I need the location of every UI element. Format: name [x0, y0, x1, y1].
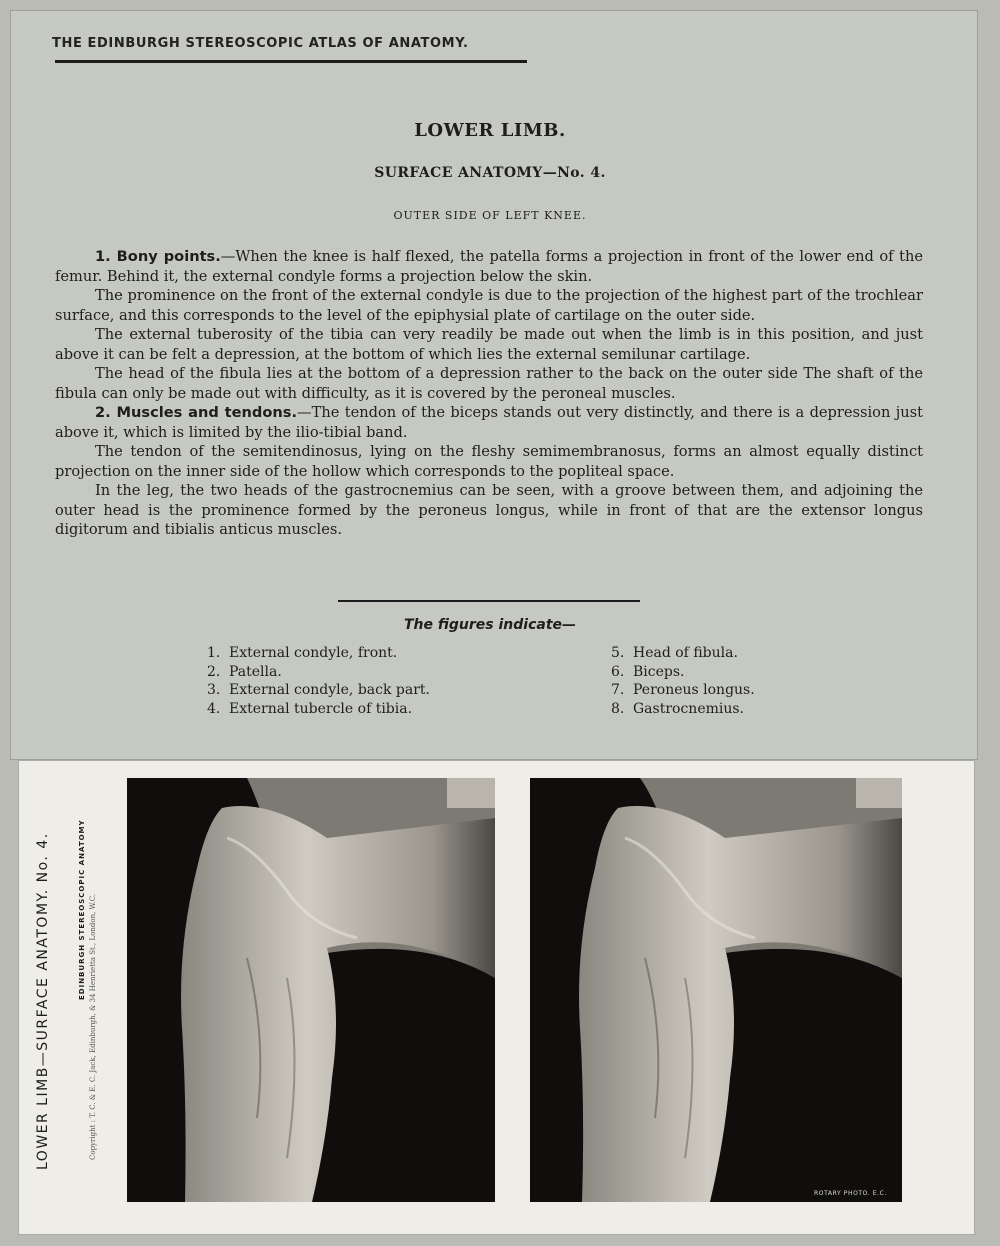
- paragraph: [55, 286, 923, 325]
- paragraph-lead: 1. Bony points.: [95, 248, 221, 265]
- list-item: [611, 663, 755, 682]
- paragraph-text: The external tuberosity of the tibia can very readily be made out when the limb is in this position, and just above it can be felt a depression, at the bottom of which lies the external semilunar cartilage.: [55, 326, 923, 363]
- list-item: [207, 681, 430, 700]
- paragraph-text: The head of the fibula lies at the bottom of a depression rather to the back on the outer side The shaft of the fibula can only be made out with difficulty, as it is covered by the peroneal muscles.: [55, 365, 923, 402]
- paragraph-text: —When the knee is half flexed, the patella forms a projection in front of the lower end of the femur. Behind it, the external condyle forms a projection below the skin.: [55, 248, 924, 285]
- section-title: OUTER SIDE OF LEFT KNEE.: [393, 209, 587, 222]
- page-title: LOWER LIMB.: [414, 120, 566, 141]
- atlas-header: THE EDINBURGH STEREOSCOPIC ATLAS OF ANATOMY.: [52, 36, 469, 51]
- paragraph: [55, 481, 923, 540]
- list-item: [207, 700, 430, 719]
- list-item: [207, 663, 430, 682]
- stereo-photo-left: [127, 778, 495, 1202]
- list-item: [611, 644, 755, 663]
- item-number: 6.: [611, 663, 625, 680]
- paragraph-text: In the leg, the two heads of the gastrocnemius can be seen, with a groove between them, and adjoining the outer head is the prominence formed by the peroneus longus, while in front of that are the extensor longus digitorum and tibialis anticus muscles.: [55, 482, 923, 538]
- list-item: [207, 644, 430, 663]
- paragraph: [55, 325, 923, 364]
- item-number: 7.: [611, 682, 625, 698]
- figures-list-right: [611, 644, 755, 718]
- list-item: [611, 681, 755, 700]
- paragraph: [55, 247, 923, 286]
- item-label: Biceps.: [633, 663, 685, 680]
- paragraph-text: The prominence on the front of the external condyle is due to the projection of the highest part of the trochlear surface, and this corresponds to the level of the epiphysial plate of cartilage on the outer side.: [55, 287, 923, 324]
- figures-heading: The figures indicate—: [403, 617, 577, 633]
- paragraph: [55, 364, 923, 403]
- side-label: LOWER LIMB—SURFACE ANATOMY. No. 4.: [35, 832, 51, 1170]
- item-label: External condyle, back part.: [229, 682, 430, 698]
- item-number: 8.: [611, 700, 625, 717]
- item-label: Peroneus longus.: [633, 682, 755, 698]
- page-subtitle: SURFACE ANATOMY—No. 4.: [374, 165, 606, 181]
- copyright-line: Copyright : T. C. & E. C. Jack, Edinburgh, & 34 Henrietta St., London, W.C.: [89, 893, 97, 1160]
- paragraph-lead: 2. Muscles and tendons.: [95, 404, 297, 421]
- paragraph: [55, 403, 923, 442]
- divider-rule: [338, 600, 640, 602]
- figures-list-left: [207, 644, 430, 718]
- item-number: 2.: [207, 663, 221, 680]
- item-number: 5.: [611, 645, 625, 661]
- header-rule: [55, 60, 527, 63]
- paragraph-text: —The tendon of the biceps stands out very distinctly, and there is a depression just above it, which is limited by the ilio-tibial band.: [55, 404, 923, 441]
- item-label: External condyle, front.: [229, 645, 398, 661]
- item-number: 1.: [207, 645, 221, 661]
- item-label: Gastrocnemius.: [633, 700, 745, 717]
- list-item: [611, 700, 755, 719]
- rotary-photo-stamp: ROTARY PHOTO. E.C.: [814, 1190, 887, 1197]
- item-number: 4.: [207, 700, 221, 717]
- stereo-photo-right: [530, 778, 902, 1202]
- paragraph-text: The tendon of the semitendinosus, lying on the fleshy semimembranosus, forms an almost equally distinct projection on the inner side of the hollow which corresponds to the popliteal space.: [55, 443, 923, 480]
- item-number: 3.: [207, 682, 221, 698]
- item-label: External tubercle of tibia.: [229, 700, 413, 717]
- body-text: [55, 247, 923, 540]
- item-label: Head of fibula.: [633, 645, 738, 661]
- item-label: Patella.: [229, 663, 282, 680]
- side-sublabel: EDINBURGH STEREOSCOPIC ANATOMY: [78, 819, 86, 1000]
- paragraph: [55, 442, 923, 481]
